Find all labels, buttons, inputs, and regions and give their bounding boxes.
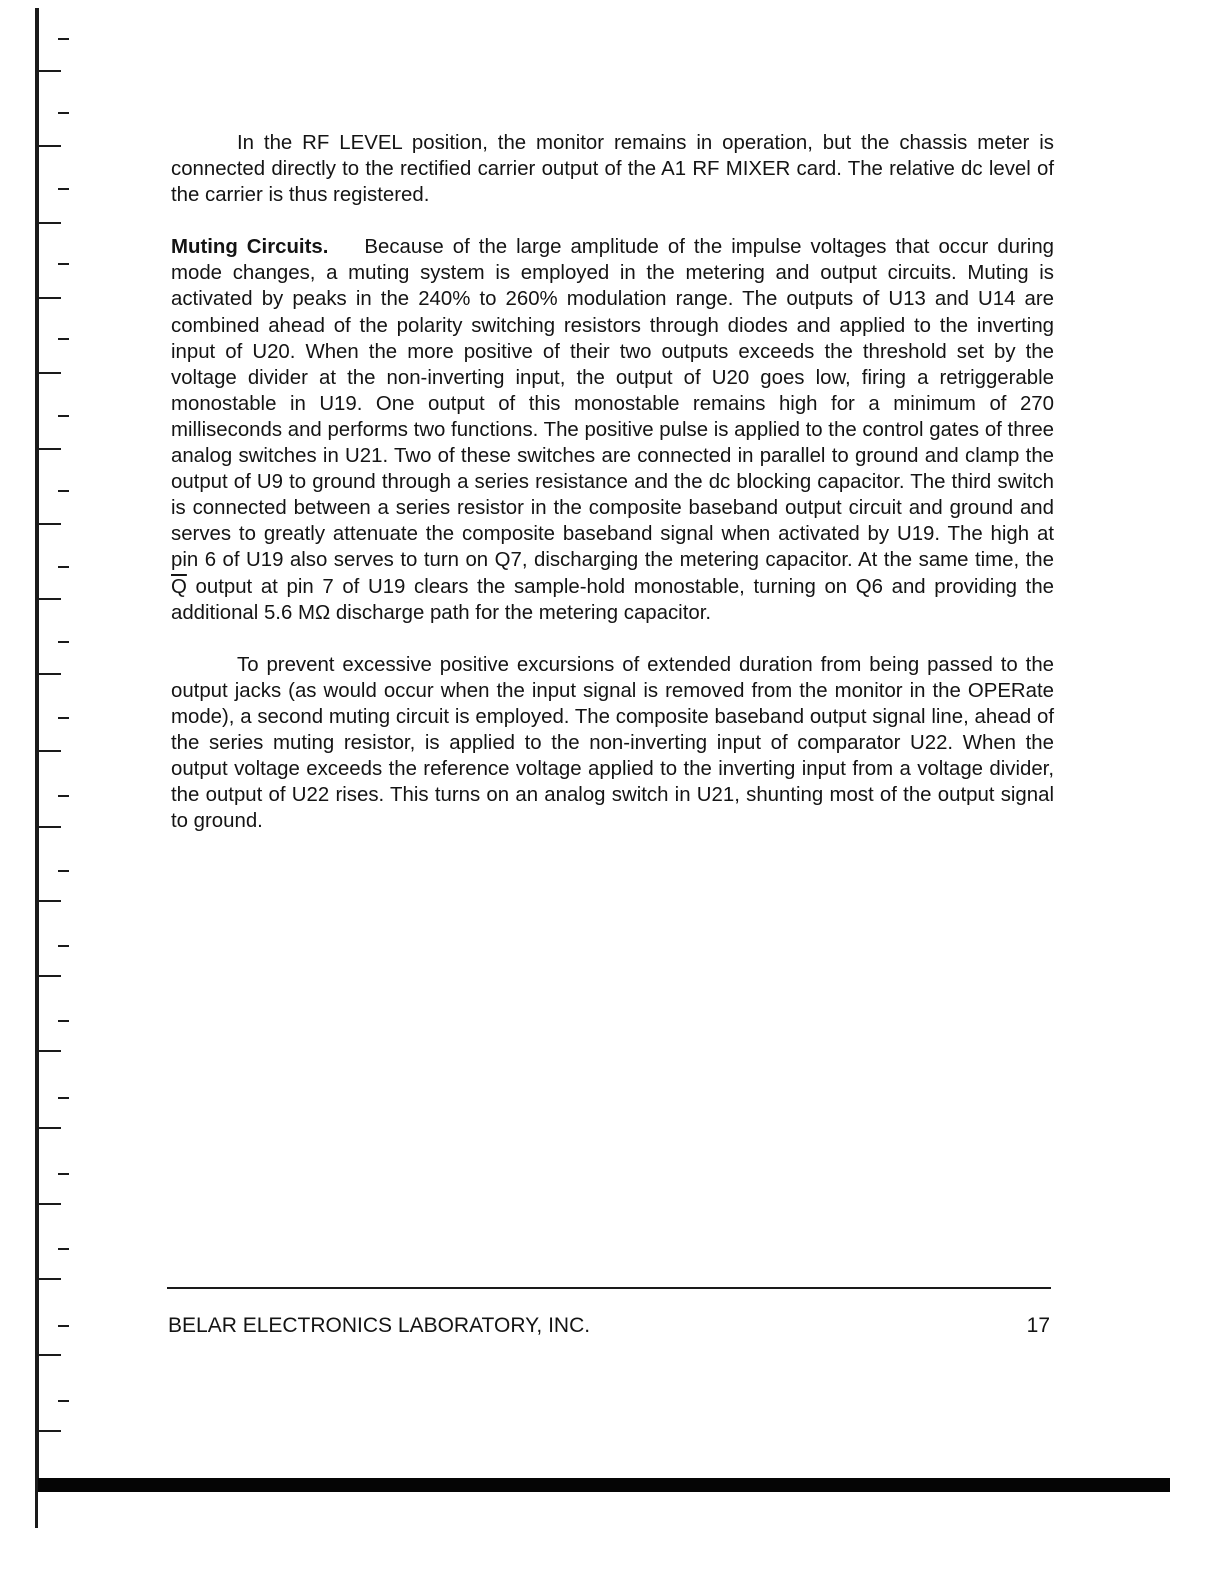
scan-edge	[1170, 1478, 1178, 1584]
binding-tick	[58, 415, 69, 417]
binding-tick	[39, 598, 61, 600]
binding-tick	[39, 145, 61, 147]
binding-tick	[58, 263, 69, 265]
binding-tick	[58, 38, 69, 40]
binding-tick	[39, 297, 61, 299]
page-number: 17	[1026, 1314, 1050, 1337]
binding-tick	[58, 1173, 69, 1175]
section-heading: Muting Circuits.	[171, 236, 329, 259]
binding-tick	[58, 1020, 69, 1022]
footer-company: BELAR ELECTRONICS LABORATORY, INC.	[168, 1314, 591, 1337]
binding-tick	[39, 750, 61, 752]
binding-tick	[58, 1400, 69, 1402]
binding-tick	[39, 70, 61, 72]
binding-tick	[58, 1248, 69, 1250]
binding-tick	[58, 795, 69, 797]
binding-tick	[58, 1325, 69, 1327]
binding-tick	[58, 641, 69, 643]
binding-tick	[39, 673, 61, 675]
binding-tick	[58, 870, 69, 872]
binding-tick	[39, 1354, 61, 1356]
binding-tick	[39, 1127, 61, 1129]
footer-divider	[167, 1287, 1051, 1289]
binding-tick	[58, 188, 69, 190]
paragraph-second-muting	[171, 652, 1054, 835]
binding-tick	[58, 490, 69, 492]
paragraph-text: To prevent excessive positive excursions of extended duration from being passed to the output jacks (as would occur when the input signal is removed from the monitor in the OPERate mode), a second muting circuit is employed. The composite baseband output signal line, ahead of the series muting resistor, is applied to the non-inverting input of comparator U22. When the output voltage exceeds the reference voltage applied to the inverting input from a voltage divider, the output of U22 rises. This turns on an analog switch in U21, shunting most of the output signal to ground.	[171, 653, 1054, 833]
binding-tick	[58, 1097, 69, 1099]
binding-tick	[58, 566, 69, 568]
binding-tick	[39, 1430, 61, 1432]
binding-tick	[39, 900, 61, 902]
binding-tick	[39, 448, 61, 450]
binding-tick	[39, 222, 61, 224]
binding-tick	[39, 826, 61, 828]
binding-tick	[39, 1278, 61, 1280]
q-bar-symbol: $\overline{Q}$	[171, 575, 187, 598]
document-body	[171, 130, 1054, 860]
binding-tick	[58, 945, 69, 947]
binding-edge	[35, 8, 39, 1528]
binding-tick	[58, 717, 69, 719]
paragraph-text: Because of the large amplitude of the impulse voltages that occur during mode changes, a muting system is employed in the metering and output circuits. Muting is activated by peaks in the 240% to 260% modulation range. The outputs of U13 and U14 are combined ahead of the polarity switching resistors through diodes and applied to the inverting input of U20. When the more positive of their two outputs exceeds the threshold set by the voltage divider at the non-inverting input, the output of U20 goes low, firing a retriggerable monostable in U19. One output of this monostable remains high for a minimum of 270 milliseconds and performs two functions. The positive pulse is applied to the control gates of three analog switches in U21. Two of these switches are connected in parallel to ground and clamp the output of U9 to ground through a series resistance and the dc blocking capacitor. The third switch is connected between a series resistor in the composite baseband output circuit and ground and serves to greatly attenuate the composite baseband signal when activated by U19. The high at pin 6 of U19 also serves to turn on Q7, discharging the metering capacitor. At the same time, the	[171, 236, 1055, 572]
binding-tick	[39, 1050, 61, 1052]
paragraph-text-continued: output at pin 7 of U19 clears the sample-hold monostable, turning on Q6 and providing the additional 5.6 MΩ discharge path for the metering capacitor.	[171, 575, 1054, 624]
scan-shadow-inner	[38, 1492, 1170, 1584]
binding-tick	[39, 523, 61, 525]
paragraph-muting-circuits	[171, 234, 1054, 625]
paragraph-rf-level	[171, 130, 1054, 208]
paragraph-text: In the RF LEVEL position, the monitor remains in operation, but the chassis meter is connected directly to the rectified carrier output of the A1 RF MIXER card. The relative dc level of the carrier is thus registered.	[171, 132, 1054, 207]
binding-tick	[58, 338, 69, 340]
binding-tick	[39, 372, 61, 374]
binding-tick	[58, 112, 69, 114]
binding-tick	[39, 975, 61, 977]
binding-tick	[39, 1203, 61, 1205]
